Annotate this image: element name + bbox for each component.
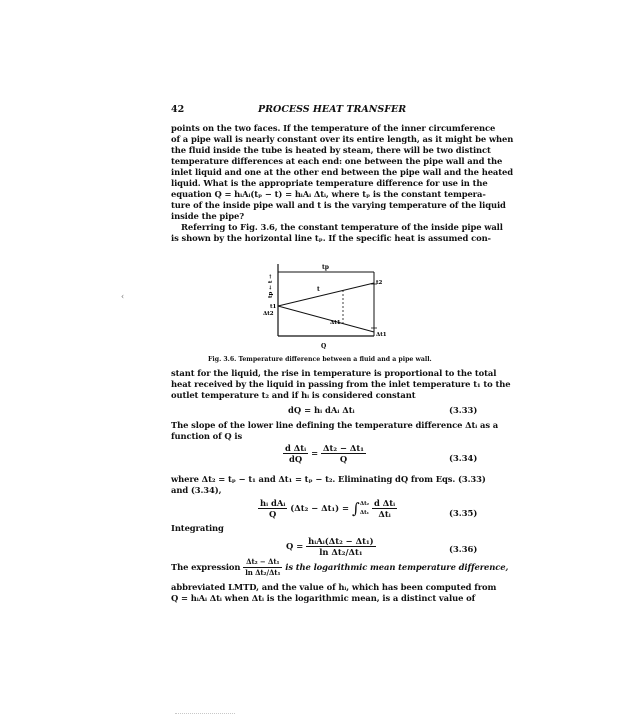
figure-caption: Fig. 3.6. Temperature difference between a fluid and a pipe wall. xyxy=(208,356,432,363)
text-line: equation Q = hᵢAᵢ(tₚ − t) = hᵢAᵢ Δtᵢ, where tₚ is the constant tempera- xyxy=(171,189,486,199)
text-line: the fluid inside the tube is heated by steam, there will be two distinct xyxy=(171,145,491,155)
figure-label-t: t xyxy=(317,286,320,293)
equation-number-3-33: (3.33) xyxy=(449,405,478,415)
figure-axis-label: tp ← t → xyxy=(268,274,274,298)
text-line: abbreviated LMTD, and the value of hᵢ, which has been computed from xyxy=(171,582,497,592)
equation-3-33: dQ = hᵢ dAᵢ Δtᵢ xyxy=(288,405,355,415)
figure-label-t2: t2 xyxy=(376,280,383,286)
text-line: heat received by the liquid in passing from the inlet temperature t₁ to the xyxy=(171,379,511,389)
text-integrating: Integrating xyxy=(171,523,224,533)
text-line: Q = hᵢAᵢ Δtᵢ when Δtᵢ is the logarithmic mean, is a distinct value of xyxy=(171,593,476,603)
text-line: ture of the inside pipe wall and t is the varying temperature of the liquid xyxy=(171,200,506,210)
equation-3-36: Q = $\frac{\text{hᵢAᵢ(Δt₂ − Δt₁)}}{\text{ln Δt₂/Δt₁}}$ xyxy=(286,536,374,557)
text-line: temperature differences at each end: one between the pipe wall and the xyxy=(171,156,503,166)
text-line: stant for the liquid, the rise in temperature is proportional to the total xyxy=(171,368,497,378)
equation-number-3-36: (3.36) xyxy=(449,544,478,554)
text-line: of a pipe wall is nearly constant over its entire length, as it might be when xyxy=(171,134,514,144)
text-line: outlet temperature t₂ and if hᵢ is considered constant xyxy=(171,390,416,400)
figure-label-dt2: Δt2 xyxy=(263,311,274,317)
figure-label-q: Q xyxy=(321,343,327,350)
figure-label-dt1-right: Δt1 xyxy=(376,332,387,338)
figure-label-t1: t1 xyxy=(270,304,277,310)
text-line-lmtd: The expression $\frac{\text{Δt₂ − Δt₁}}{\text{ln Δt₂/Δt₁}}$ is the logarithmic mean temperature difference, xyxy=(171,557,509,577)
text-line: and (3.34), xyxy=(171,485,222,495)
equation-number-3-34: (3.34) xyxy=(449,453,478,463)
margin-mark: ‹ xyxy=(121,292,125,301)
text-line: Referring to Fig. 3.6, the constant temperature of the inside pipe wall xyxy=(181,222,503,232)
page-number: 42 xyxy=(171,104,185,115)
equation-3-34: $\frac{\text{d Δtᵢ}}{dQ}$ = $\frac{\text{Δt₂ − Δt₁}}{Q}$ xyxy=(285,443,364,464)
running-title: PROCESS HEAT TRANSFER xyxy=(258,104,407,115)
figure-line-t xyxy=(278,283,374,306)
equation-number-3-35: (3.35) xyxy=(449,508,478,518)
text-line: inlet liquid and one at the other end between the pipe wall and the heated xyxy=(171,167,513,177)
text-line: points on the two faces. If the temperature of the inner circumference xyxy=(171,123,496,133)
figure-label-dt1-mid: Δt1 xyxy=(330,320,341,326)
text-line: liquid. What is the appropriate temperature difference for use in the xyxy=(171,178,488,188)
text-line: is shown by the horizontal line tₚ. If the specific heat is assumed con- xyxy=(171,233,491,243)
equation-3-35: $\frac{\text{hᵢ dAᵢ}}{Q}$ (Δt₂ − Δt₁) = ∫ Δt₂ Δt₁ $\frac{\text{d Δtᵢ}}{\text{Δtᵢ}}$ xyxy=(260,498,396,519)
text-line: where Δt₂ = tₚ − t₁ and Δt₁ = tₚ − t₂. Eliminating dQ from Eqs. (3.33) xyxy=(171,474,486,484)
figure-line-delta-t xyxy=(278,306,374,332)
text-line: The slope of the lower line defining the temperature difference Δtᵢ as a xyxy=(171,420,499,430)
figure-label-tp: tp xyxy=(322,264,329,271)
text-line: inside the pipe? xyxy=(171,211,244,221)
footer-rule xyxy=(175,713,235,714)
text-line: function of Q is xyxy=(171,431,243,441)
figure-temperature-difference xyxy=(250,258,400,350)
